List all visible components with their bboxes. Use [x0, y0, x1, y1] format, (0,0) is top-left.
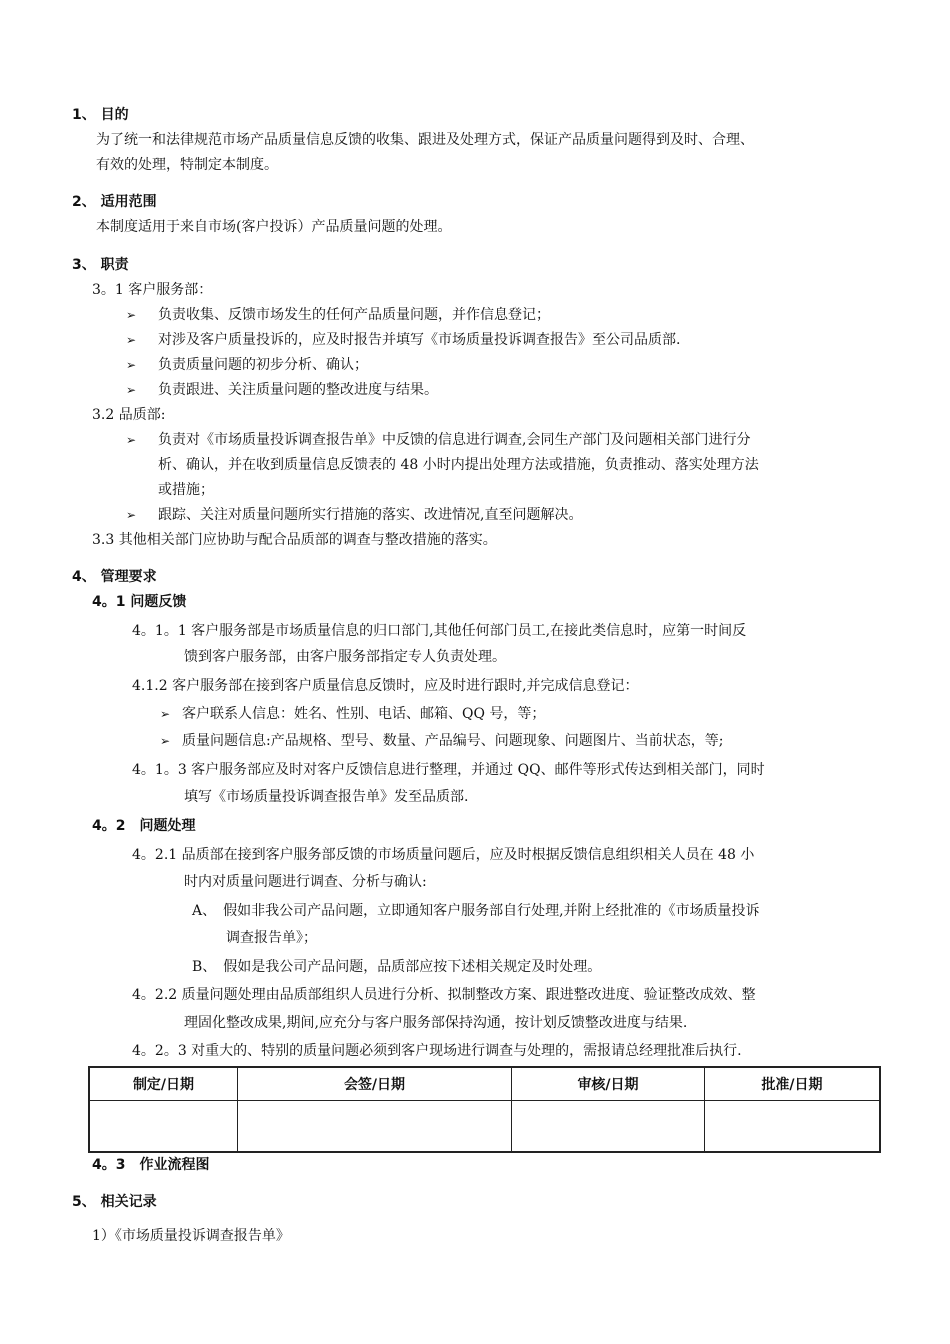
clause-4-1-3-line1: 4。1。3 客户服务部应及时对客户反馈信息进行整理，并通过 QQ、邮件等形式传达到相关部门，同时	[132, 762, 765, 778]
section-2-text: 本制度适用于来自市场(客户投诉）产品质量问题的处理。	[96, 219, 452, 235]
clause-4-1-3-line2: 填写《市场质量投诉调查报告单》发至品质部.	[184, 789, 469, 805]
list-item: ➢ 负责质量问题的初步分析、确认；	[126, 357, 368, 373]
signature-cell	[89, 1101, 238, 1153]
arrow-bullet-icon: ➢	[126, 508, 137, 522]
list-item: ➢ 质量问题信息:产品规格、型号、数量、产品编号、问题现象、问题图片、当前状态，等;	[160, 733, 724, 749]
clause-4-2-2-line2: 理固化整改成果,期间,应充分与客户服务部保持沟通，按计划反馈整改进度与结果.	[184, 1015, 688, 1031]
arrow-bullet-icon: ➢	[126, 383, 137, 397]
signature-cell	[238, 1101, 512, 1153]
list-item-continuation: 或措施；	[158, 482, 214, 498]
section-1-text-line2: 有效的处理，特制定本制度。	[96, 157, 278, 173]
list-item: ➢ 负责对《市场质量投诉调查报告单》中反馈的信息进行调查,会同生产部门及问题相关部门进行分	[126, 432, 751, 448]
arrow-bullet-icon: ➢	[126, 308, 137, 322]
section-4-1-heading: 4。1 问题反馈	[92, 594, 187, 610]
table-header-approved: 批准/日期	[705, 1067, 881, 1101]
list-item-continuation: 析、确认，并在收到质量信息反馈表的 48 小时内提出处理方法或措施，负责推动、落实处理方法	[158, 457, 759, 473]
list-item: ➢ 对涉及客户质量投诉的，应及时报告并填写《市场质量投诉调查报告》至公司品质部.	[126, 332, 681, 348]
arrow-bullet-icon: ➢	[160, 707, 171, 721]
section-2-title: 2、 适用范围	[72, 194, 157, 210]
table-header-reviewed: 审核/日期	[512, 1067, 705, 1101]
clause-4-2-1-line2: 时内对质量问题进行调查、分析与确认:	[184, 874, 427, 890]
signature-table	[88, 1066, 881, 1153]
table-header-countersigned: 会签/日期	[238, 1067, 512, 1101]
clause-4-1-1-line1: 4。1。1 客户服务部是市场质量信息的归口部门,其他任何部门员工,在接此类信息时，应第一时间反	[132, 623, 747, 639]
section-5-title: 5、 相关记录	[72, 1194, 157, 1210]
list-item: ➢ 客户联系人信息：姓名、性别、电话、邮箱、QQ 号，等；	[160, 706, 546, 722]
section-4-2-heading: 4。2 问题处理	[92, 818, 196, 834]
arrow-bullet-icon: ➢	[126, 433, 137, 447]
list-item: ➢ 负责跟进、关注质量问题的整改进度与结果。	[126, 382, 438, 398]
section-3-1-heading: 3。1 客户服务部：	[92, 282, 213, 298]
clause-4-2-3: 4。2。3 对重大的、特别的质量问题必须到客户现场进行调查与处理的，需报请总经理批准后执行.	[132, 1043, 742, 1059]
table-row	[89, 1101, 880, 1153]
list-item: ➢ 负责收集、反馈市场发生的任何产品质量问题，并作信息登记；	[126, 307, 550, 323]
case-a-line1: A、 假如非我公司产品问题，立即通知客户服务部自行处理,并附上经批准的《市场质量投诉	[192, 903, 760, 919]
section-4-title: 4、 管理要求	[72, 569, 157, 585]
clause-4-2-2-line1: 4。2.2 质量问题处理由品质部组织人员进行分析、拟制整改方案、跟进整改进度、验证整改成效、整	[132, 987, 756, 1003]
section-3-3-text: 3.3 其他相关部门应协助与配合品质部的调查与整改措施的落实。	[92, 532, 497, 548]
clause-4-1-2: 4.1.2 客户服务部在接到客户质量信息反馈时，应及时进行跟时,并完成信息登记：	[132, 678, 639, 694]
section-3-2-heading: 3.2 品质部:	[92, 407, 166, 423]
case-b: B、 假如是我公司产品问题，品质部应按下述相关规定及时处理。	[192, 959, 602, 975]
list-item: ➢ 跟踪、关注对质量问题所实行措施的落实、改进情况,直至问题解决。	[126, 507, 583, 523]
section-4-3-heading: 4。3 作业流程图	[92, 1157, 210, 1173]
clause-4-2-1-line1: 4。2.1 品质部在接到客户服务部反馈的市场质量问题后，应及时根据反馈信息组织相关人员在 48 小	[132, 847, 755, 863]
signature-cell	[705, 1101, 881, 1153]
table-header-drafted: 制定/日期	[89, 1067, 238, 1101]
section-3-title: 3、 职责	[72, 257, 129, 273]
arrow-bullet-icon: ➢	[126, 333, 137, 347]
clause-4-1-1-line2: 馈到客户服务部，由客户服务部指定专人负责处理。	[184, 649, 506, 665]
section-1-title: 1、 目的	[72, 107, 129, 123]
arrow-bullet-icon: ➢	[160, 734, 171, 748]
record-item: 1）《市场质量投诉调查报告单》	[92, 1228, 290, 1244]
section-1-text-line1: 为了统一和法律规范市场产品质量信息反馈的收集、跟进及处理方式，保证产品质量问题得到及时、合理、	[96, 132, 754, 148]
case-a-line2: 调查报告单》；	[226, 930, 317, 946]
arrow-bullet-icon: ➢	[126, 358, 137, 372]
signature-cell	[512, 1101, 705, 1153]
